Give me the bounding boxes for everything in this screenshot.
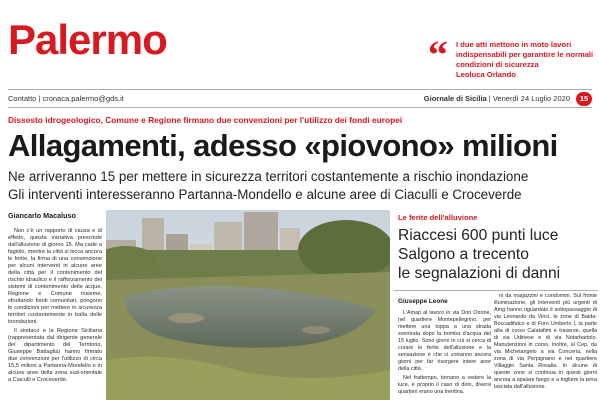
contact-email[interactable]: Contatto | cronaca.palermo@gds.it (8, 94, 124, 103)
sidebar-byline: Giuseppe Leone (398, 298, 448, 305)
quote-author: Leoluca Orlando (456, 70, 516, 79)
article-kicker: Dissesto idrogeologico, Comune e Regione firmano due convenzioni per l'utilizzo dei fondi europei (8, 115, 403, 125)
photo-illustration (106, 210, 390, 400)
sidebar-divider (394, 290, 598, 291)
body-paragraph: Nel frattempo, tornano a vedere la luce, è proprio il caso di dirlo, diversi quartieri erano una trentina. (398, 375, 491, 395)
quote-body: I due atti mettono in moto lavori indispensabili per garantire le normali condizioni di sicurezza (456, 40, 594, 69)
body-paragraph: ni da magazzini e condomini. Sul fronte illuminazione, gli interventi più urgenti di Amg hanno riguardato il sottopassaggio di via Leonardo da Vinci, le zone di Baida-Boccadifalco e di Foro Umberto I, la parte alta di corso Calatafimi e traverse, quella di via Udinese e di via Notarbartolo. Manutenzioni in corso, inoltre, al Cep, da via Michelangelo a via Conceria, nella zona di via Perpignano e nel quartiere Villaggio Santa Rosalia. In alcune di queste zone si continua in questi giorni ancora a spalare fango e a togliere la terra lasciata dall'alluvione. (494, 293, 597, 390)
sidebar-box (394, 213, 598, 289)
sidebar-title-line: le segnalazioni di danni (398, 265, 561, 282)
masthead-title: Palermo (8, 16, 167, 63)
quote-box (428, 32, 596, 88)
sidebar-body-col1 (398, 310, 491, 400)
subhead-line: Ne arriveranno 15 per mettere in sicurezza territori costantemente a rischio inondazione (8, 169, 529, 184)
sidebar-body-col2 (494, 293, 597, 400)
article-body (8, 228, 102, 400)
top-divider (8, 89, 592, 90)
contact-row (8, 92, 592, 106)
flooded-area-photo (106, 210, 390, 400)
article-headline: Allagamenti, adesso «piovono» milioni (8, 128, 558, 163)
subhead-line: Gli interventi interesseranno Partanna-Mondello e alcune aree di Ciaculli e Croceverde (8, 187, 522, 202)
sidebar-title-line: Salgono a trecento (398, 246, 529, 263)
body-paragraph: Il sindaco e la Regione Siciliana (rappresentata dal dirigente generale del dipartimento del Territorio, Giuseppe Battaglia) hanno firmato due convenzioni per l'utilizzo di circa 15,5 milioni a Partanna-Mondello e in alcune aree della zona sud-orientale a Ciaculli e Croceverde. (8, 328, 102, 383)
sidebar-title-line: Riaccesi 600 punti luce (398, 227, 559, 244)
masthead (8, 14, 408, 66)
article-subhead (8, 168, 598, 204)
header-divider (8, 107, 592, 108)
body-paragraph: L'Amap al lavoro in via Don Orione, nel quartiere Montepellegrino, per mettere una toppa a una strada sventrata dopo la bomba d'acqua del 15 luglio. Sono giorni in cui si cerca di curare le ferite dell'alluvione e la sensazione è che ci vorranno ancora giorni per far risorgere intere aree della città. (398, 310, 491, 372)
quote-icon: “ (428, 32, 448, 77)
sidebar-title (398, 226, 598, 283)
quote-text (456, 40, 596, 80)
article-byline: Giancarlo Macaluso (8, 211, 76, 220)
sidebar-kicker: Le ferite dell'alluvione (398, 213, 478, 222)
body-paragraph: Non c'è un rapporto di causa e di effetto, questa iniziativa prescinde dall'alluvione di giorno 15. Ma cade a fagiolo, mentre la città si lecca ancora le ferite, la firma di una convenzione per alcuni interventi in alcune aree della città per il contenimento del rischio idraulico e il rafforzamento dei sistemi di contenimento delle acque. Regione e Comune insieme, sfruttando fondi comunitari, pongono le condizioni per mettere in sicurezza territori costantemente in balìa delle inondazioni. (8, 228, 102, 325)
issue-date: Venerdì 24 Luglio 2020 (492, 94, 570, 103)
paper-date: Giornale di Sicilia | Venerdì 24 Luglio 2020 (423, 94, 570, 103)
paper-name: Giornale di Sicilia (423, 94, 487, 103)
page-number-badge: 15 (576, 92, 592, 106)
